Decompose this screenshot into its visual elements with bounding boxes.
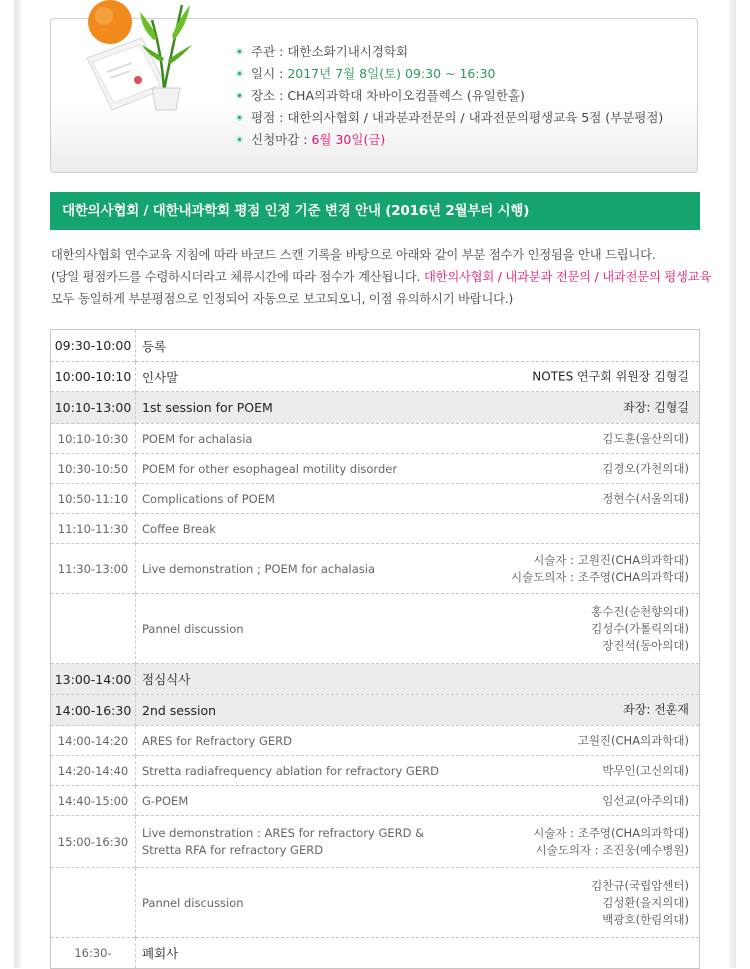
event-info-list [236, 41, 663, 151]
bullet-icon [236, 114, 243, 121]
schedule-table [50, 329, 700, 969]
credit-notice-text: 대한의사협회 연수교육 지침에 따라 바코드 스캔 기록을 바탕으로 아래와 같이 부분 점수가 인정됨을 안내 드립니다. (당일 평점카드를 수령하시더라고 체류시간에 따라 점수가 계산됩니다. 대한의사협회 / 내과분과 전문의 / 내과전문의 평생교육 모두 동일하게 부분평점으로 인정되어 자동으로 보고되오니, 이점 유의하시기 바랍니다.) [51, 248, 712, 306]
table-row: 14:00-14:20 ARES for Refractory GERD 고원진(CHA의과학대) [51, 726, 700, 756]
table-row: 10:10-10:30 POEM for achalasia 김도훈(울산의대) [51, 424, 700, 454]
table-row: Pannel discussion 김찬규(국립암센터) 김성환(을지의대) 백광호(한림의대) [51, 868, 700, 938]
table-row: 13:00-14:00 점심식사 [51, 664, 700, 695]
bullet-icon [236, 136, 243, 143]
credit-notice-banner: 대한의사협회 / 대한내과학회 평점 인정 기준 변경 안내 (2016년 2월부터 시행) [50, 192, 700, 230]
table-row: 14:40-15:00 G-POEM 임선교(아주의대) [51, 786, 700, 816]
table-row: 15:00-16:30 Live demonstration : ARES for refractory GERD & Stretta RFA for refractory GERD 시술자 : 조주영(CHA의과학대) 시술도의자 : 조진웅(예수병원) [51, 816, 700, 868]
info-item-date: 일시 : 2017년 7월 8일(토) 09:30 ~ 16:30 [236, 63, 663, 85]
session-header-row: 10:10-13:00 1st session for POEM 좌장: 김형길 [51, 392, 700, 424]
table-row: 10:00-10:10 인사말 NOTES 연구회 위원장 김형길 [51, 362, 700, 392]
info-item-deadline: 신청마감 : 6월 30일(금) [236, 129, 663, 151]
plant-document-illustration [82, 0, 197, 112]
info-item-host: 주관 : 대한소화기내시경학회 [236, 41, 663, 63]
bullet-icon [236, 92, 243, 99]
info-item-credits: 평점 : 대한의사협회 / 내과분과전문의 / 내과전문의평생교육 5점 (부분평점) [236, 107, 663, 129]
table-row: 10:30-10:50 POEM for other esophageal motility disorder 김경오(가천의대) [51, 454, 700, 484]
table-row: 14:20-14:40 Stretta radiafrequency ablation for refractory GERD 박무인(고신의대) [51, 756, 700, 786]
left-border [14, 0, 21, 968]
bullet-icon [236, 70, 243, 77]
table-row: Pannel discussion 홍수진(순천향의대) 김성수(가톨릭의대) 장진석(동아의대) [51, 594, 700, 664]
table-row: 11:30-13:00 Live demonstration ; POEM for achalasia 시술자 : 고원진(CHA의과학대) 시술도의자 : 조주영(CHA의과학대) [51, 544, 700, 594]
info-item-venue: 장소 : CHA의과학대 차바이오컴플렉스 (유일한홀) [236, 85, 663, 107]
right-border [729, 0, 736, 968]
table-row: 16:30- 폐회사 [51, 938, 700, 969]
table-row: 09:30-10:00 등록 [51, 330, 700, 362]
table-row: 10:50-11:10 Complications of POEM 정현수(서울의대) [51, 484, 700, 514]
bullet-icon [236, 48, 243, 55]
table-row: 11:10-11:30 Coffee Break [51, 514, 700, 544]
session-header-row: 14:00-16:30 2nd session 좌장: 전훈재 [51, 695, 700, 726]
